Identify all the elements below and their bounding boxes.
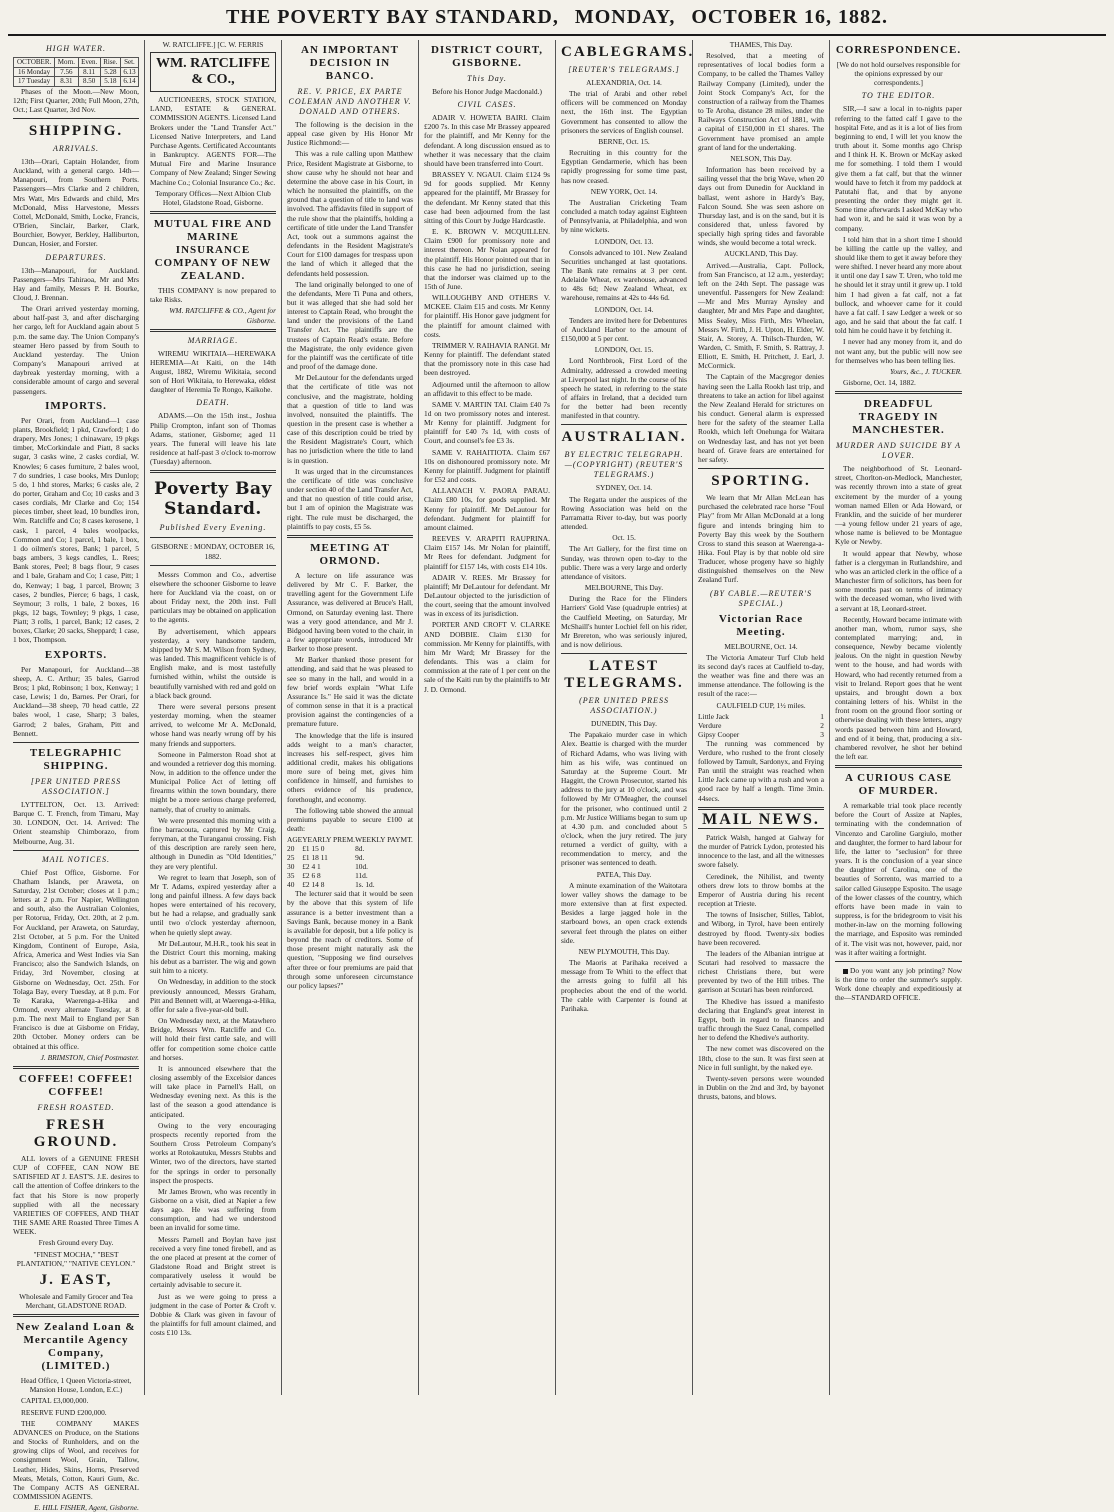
- court-case: Adjourned until the afternoon to allow an affidavit to this effect to be made.: [424, 379, 550, 398]
- ratcliffe-name: WM. RATCLIFFE & CO.,: [155, 56, 271, 88]
- cable-place: LONDON, Oct. 15.: [594, 345, 654, 355]
- coffee-trade: Wholesale and Family Grocer and Tea Merchant, GLADSTONE ROAD.: [19, 1291, 133, 1310]
- latest-place: PATEA, This Day.: [596, 869, 652, 879]
- cable-place: ALEXANDRIA, Oct. 14.: [586, 78, 662, 87]
- district-before: Before his Honor Judge Macdonald.): [432, 87, 542, 96]
- aus-place: SYDNEY, Oct. 14.: [595, 483, 653, 493]
- mutual-title: MUTUAL FIRE AND MARINE INSURANCE COMPANY OF NEW ZEALAND.: [153, 218, 273, 283]
- tides-header-row: [14, 58, 139, 68]
- cablegrams-heading: CABLEGRAMS.: [561, 44, 695, 60]
- tides-col: OCTOBER.: [14, 58, 55, 68]
- cable-place: LONDON, Oct. 14.: [594, 304, 654, 314]
- banco-para: The land originally belonged to one of the defendants, Mere Ti Puna and others, but it was alleged that she had sold her interest to Captain Read, who brought the land under the provisions of the Land Transfer Act. The plaintiffs are the trustees of Captain Read's estate. Before the Magistrate, the only evidence given for the plaintiff was the certificate of title and proof of the damage done.: [287, 279, 413, 372]
- tides-col: Rise.: [100, 58, 120, 68]
- premium-head-cell: AGE: [287, 835, 303, 845]
- letter-para: I never had any money from it, and do not want any, but the public will now see for themselves who has been telling lies.: [835, 337, 962, 365]
- mailnews-para: Patrick Walsh, hanged at Galway for the murder of Patrick Lydon, protested his innocence to the last, and all the witnesses swore falsely.: [698, 832, 824, 870]
- editorial-para: There were several persons present yesterday morning, when the steamer arrived, to welcome Mr A. McDonald, whose hand was nearly wrung off by his many friends and supporters.: [150, 701, 276, 748]
- coffee-ground: FRESH GROUND.: [33, 1116, 119, 1150]
- editorial-para: We were presented this morning with a fine barracouta, captured by Mr Craig, ferryman, at the Turanganui crossing. Fish of this description are rarely seen here, although in Dunedin as "Old Identities," they are very plentiful.: [150, 815, 276, 871]
- printing-note: [835, 966, 962, 1003]
- premium-head: [287, 835, 413, 844]
- auckland-text: Arrived.—Australia, Capt. Pollock, from San Francisco, at 12 a.m., yesterday; left on the 24th Sept. The passage was uneventful. Passengers for New Zealand:—Mr and Mrs Murray Aynsley and daughter, Mr and Mrs Pape and daughter, Miss Sealey, Miss Firth, Mrs Wheelan, Messrs W. Firth, J. H. Upton, H. Elder, W. Stair, A. Storey, A. Thilsch-Thurden, W. Warden, C. Smith, F. Smith, S. Rattray, J. Elliott, E. Smith, H. Pritchett, J. Earl, J. McCormick.: [698, 260, 824, 371]
- premium-row: [287, 844, 413, 853]
- coffee-blends: "FINEST MOCHA," "BEST PLANTATION," "NATIVE CEYLON.": [16, 1249, 136, 1268]
- tragedy-para: The neighborhood of St. Leonard-street, Chorlton-on-Medlock, Manchester, was recently thrown into a state of great excitement by the murder of a young woman named Ellen or Ada Howard, or Franklin, and the suicide of her murderer—a young fellow under 21 years of age, whose name is believed to be Montague Kyle or Newby.: [835, 464, 962, 547]
- telegraphic-sub: [PER UNITED PRESS ASSOCIATION.]: [30, 776, 122, 796]
- premium-cell: £2 14 8: [302, 880, 325, 890]
- latest-text: A minute examination of the Waitotara lower valley shows the damage to be more extensive than at first expected. Besides a large jagged hole in the starboard bows, an open crack extends several feet through the plates on either side.: [561, 880, 687, 945]
- ormond-heading: MEETING AT ORMOND.: [310, 541, 390, 567]
- moon-phases: Phases of the Moon.—New Moon, 12th; First Quarter, 20th; Full Moon, 27th, Oct.; Last Quarter, 3rd Nov.: [13, 86, 139, 114]
- tides-cell: 6.14: [120, 77, 138, 87]
- arrivals-text: 13th—Orari, Captain Holander, from Auckland, with a general cargo. 14th—Manapouri, from Southern Ports. Passengers—Mrs Clarke and 2 children, Mrs Watt, Mrs Edwards and child, Mrs McDonald, Miss Harvestone, Messrs Cottel, McDonald, Smith, Locke, Francis, O'Brien, Sinclair, Barker, Clark, Bourchier, Bowyer, Berkley, Halliburton, Duncan, Hosier, and Forster.: [13, 156, 139, 249]
- mailnews-para: The leaders of the Albanian intrigue at Scutari had resolved to massacre the richest Christians there, but were prevented by two of the Hill tribes. The garrison at Scutari has been reinforced.: [698, 948, 824, 995]
- race-row: [698, 730, 824, 739]
- shipping-notes: The Orari arrived yesterday morning, about half-past 3, and after discharging her cargo, left for Auckland again about 5 p.m. the same day. The Union Company's steamer Hero passed by from South to Auckland yesterday. The Union Company's Manapouri arrived at daybreak yesterday morning, with a considerable amount of cargo and several passengers.: [13, 304, 139, 396]
- exports-text: Per Manapouri, for Auckland—38 sheep, A. C. Arthur; 35 bales, Garrod Bros; 1 pkd, Robinson; 1 box, Kenway; 1 case, Lewis; 1 do, Barnes. Per Orari, for Auckland—38 sheep, 70 head cattle, 22 bales wool, 1 case, Sharp; 3 bales, Garrod; 2 bales, Graham, Pitt and Bennett.: [13, 664, 139, 738]
- death-text: ADAMS.—On the 15th inst., Joshua Philip Crompton, infant son of Thomas Adams, stationer, Gisborne; aged 11 years. The funeral will leave his late residence at half-past 3 o'clock to-morrow (Tuesday) afternoon.: [150, 411, 276, 467]
- race-place-num: 3: [820, 729, 824, 739]
- editorial-para: Someone in Palmerston Road shot at and wounded a retriever dog this morning. Now, in addition to the offence under the Municipal Police Act of letting off firearms within the town boundary, there might be a more serious charge preferred, namely, that of cruelty to animals.: [150, 749, 276, 814]
- coffee-text: ALL lovers of a GENUINE FRESH CUP of COFFEE, CAN NOW BE SATISFIED AT J. EAST'S. J.E. desires to call the attention of Coffee drinkers to the fact that his Store is now properly supplied with all the necessary VARIETIES OF COFFEES, AND THAT THE SAME ARE Roasted Three Times A WEEK.: [13, 1153, 139, 1237]
- editorial-para: Just as we were going to press a judgment in the case of Porter & Croft v. Dobbie & Clark was given in favour of the plaintiffs for full amount claimed, and costs £10 13s.: [150, 1291, 276, 1338]
- australian-heading: AUSTRALIAN.: [561, 429, 687, 446]
- tides-cell: 16 Monday: [14, 67, 55, 77]
- aus-place: MELBOURNE, This Day.: [584, 583, 664, 593]
- banco-para: Mr DeLautour for the defendants urged that the certificate of title was not conclusive, and the magistrate, holding that a question of title to land was involved, nonsuited the plaintiffs. The question in the present case is whether a case of this description could be tried by the Resident Magistrate's Court, which has no jurisdiction where the title to land is in question.: [287, 373, 413, 465]
- correspondence-note: [We do not hold ourselves responsible for the opinions expressed by our correspondents.]: [836, 60, 961, 88]
- sporting-text: We learn that Mr Allan McLean has purchased the celebrated race horse "Foul Play" from Mr Allan McDonald at a long figure and intends bringing him to Poverty Bay this week by the Southern Cross to stand this season at Waerenga-a-Hika. Foul Play is by that noble old sire Traducer, whose progeny have so highly distinguished themselves on the New Zealand Turf.: [698, 493, 824, 585]
- cablegrams-sub: [REUTER'S TELEGRAMS.]: [568, 65, 680, 74]
- nzloan-title: New Zealand Loan & Mercantile Agency Company, (LIMITED.): [16, 1321, 136, 1373]
- column-7: [830, 40, 967, 1395]
- mailnews-para: The Khedive has issued a manifesto declaring that England's great interest in Egypt, both in regard to finances and traffic through the Suez Canal, compelled her to defend the Khedive's authority.: [698, 996, 824, 1043]
- editorial-para: By advertisement, which appears yesterday, a very handsome tandem, shipped by Mr S. M. Wilson from Sydney, was landed. This magnificent vehicle is of English make, and is most tastefully furnished within, whilst the outside is beautifully varnished with red and gold on a black back ground.: [150, 626, 276, 700]
- sporting-cable: (BY CABLE.—REUTER'S SPECIAL.): [709, 588, 813, 608]
- race-horse: Gipsy Cooper: [698, 729, 740, 739]
- nelson-place: NELSON, This Day.: [730, 153, 792, 163]
- masthead-date: OCTOBER 16, 1882.: [691, 6, 889, 28]
- race-horse: Little Jack: [698, 711, 729, 721]
- race-results: [698, 712, 824, 739]
- exports-heading: EXPORTS.: [44, 648, 108, 661]
- telegraphic-text: LYTTELTON, Oct. 13. Arrived: Barque C. T. French, from Timaru, May 30. LONDON, Oct. 14. Arrived: The Orient steamship Chimborazo, from Melbourne, Aug. 31.: [13, 799, 139, 846]
- ratcliffe-ad: [150, 52, 276, 92]
- editorial-para: On Wednesday next, at the Matawhero Bridge, Messrs Wm. Ratcliffe and Co. will hold their first cattle sale, and will offer for competition some choice cattle and horses.: [150, 1016, 276, 1062]
- race-text: The Victoria Amateur Turf Club held its second day's races at Caulfield to-day, the weather was fine and there was an immense attendance. The following is the result of the race:—: [698, 652, 824, 699]
- tides-row: [14, 77, 139, 87]
- premium-cell: 1s. 1d.: [355, 880, 375, 890]
- banco-heading: AN IMPORTANT DECISION IN BANCO.: [301, 44, 399, 82]
- editorial-para: Owing to the very encouraging prospects recently reported from the Southern Cross Petroleum Company's works at Rotokautuku, Messrs Stubbs and Winter, two of the directors, have started for the springs in order to personally inspect the prospects.: [150, 1120, 276, 1185]
- reserve-value: £200,000.: [77, 1407, 107, 1417]
- ormond-para: Mr Barker thanked those present for attending, and said that he was pleased to see so many in the hall, and would in a few brief words explain "What Life Assurance Is." He said it was the dictate of common sense in that it is a practical provision against the contingencies of a premature future.: [287, 655, 413, 729]
- tides-row: [14, 67, 139, 77]
- mailnews-para: The towns of Insischer, Stilles, Tablot, and Wiborg, in Tyrol, have been entirely destroyed by flood. Twenty-six bodies have been recovered.: [698, 910, 824, 947]
- death-heading: DEATH.: [196, 398, 230, 408]
- court-case: ALLANACH V. PAORA PARAU. Claim £80 10s, for goods supplied. Mr Kenny for plaintiff. Mr DeLautour for defendant. Judgment for plaintiff for amount claimed.: [424, 486, 550, 532]
- ormond-para: The following table showed the annual premiums payable to secure £100 at death:: [287, 805, 413, 834]
- editorial-para: Messrs Common and Co., advertise elsewhere the schooner Gisborne to leave here for Auckland via the coast, on or about Friday next, the 20th inst. Full particulars may be obtained on application to the agents.: [150, 569, 276, 625]
- tides-cell: 17 Tuesday: [14, 77, 55, 87]
- nzloan-capital: [13, 1396, 139, 1405]
- mailnews-para: The new comet was discovered on the 18th, close to the sun. It was first seen at Nice in full sunlight, by the naked eye.: [698, 1044, 824, 1072]
- ormond-para: The knowledge that the life is insured adds weight to a man's character, increases his self-respect, gives him additional credit, makes his obligations more sure of being met, gives him confidence in himself, and furnishes to others evidence of his prudence, forethought, and economy.: [287, 730, 413, 804]
- aus-text: The Art Gallery, for the first time on Sunday, was thrown open to-day to the public. There was a very large and orderly attendance of visitors.: [561, 544, 687, 581]
- tides-col: Morn.: [55, 58, 78, 68]
- district-day: This Day.: [467, 74, 507, 83]
- capital-value: £3,000,000.: [53, 1396, 89, 1406]
- nzloan-office: Head Office, 1 Queen Victoria-street, Mansion House, London, E.C.): [20, 1376, 132, 1395]
- latest-sub: (PER UNITED PRESS ASSOCIATION.): [579, 696, 669, 716]
- premium-row: [287, 880, 413, 889]
- coffee-banner: COFFEE! COFFEE! COFFEE!: [18, 1072, 134, 1098]
- tides-cell: 6.13: [120, 67, 138, 77]
- premium-row: [287, 853, 413, 862]
- tragedy-sub: MURDER AND SUICIDE BY A LOVER.: [836, 441, 961, 461]
- reserve-label: RESERVE FUND: [21, 1407, 76, 1417]
- premium-cell: 35: [287, 871, 295, 881]
- thames-text: Resolved, that a meeting of representatives of local bodies form a Company, to be called the Thames Valley Railway Company (Limited), under the Joint Stock Company's Act, for the construction of a railway from the Thames to Te Aroha, distance 28 miles, under the Railways Construction Act of 1881, with a capital of £150,000 in £1 shares. The Government have promised an ample grant of land for the undertaking.: [698, 51, 824, 152]
- tides-col: Even.: [78, 58, 100, 68]
- nzloan-reserve: [13, 1408, 139, 1417]
- shipping-heading: SHIPPING.: [28, 122, 124, 139]
- auckland-place: AUCKLAND, This Day.: [724, 249, 798, 259]
- tides-cell: 8.31: [55, 77, 78, 87]
- cable-place: BERNE, Oct. 15.: [598, 136, 650, 146]
- latest-text: The Papakaio murder case in which Alex. Beattie is charged with the murder of Richard Adams, who was living with him as his wife, was continued on Saturday at the Supreme Court. Mr Haggitt, the Crown Prosecutor, started his address to the jury at 10 o'clock, and was followed by Mr O'Meagher, the counsel for the prisoner, who continued until 2 p.m. Mr Justice Williams began to sum up at 4.30 p.m. and concluded about 5 o'clock, when the jury retired. The jury returned a verdict of guilty, with a recommendation to mercy, and the prisoner was sentenced to death.: [561, 730, 687, 868]
- tides-heading: HIGH WATER.: [46, 44, 106, 53]
- tides-cell: 5.18: [100, 77, 120, 87]
- mailnews-para: Twenty-seven persons were wounded in Dublin on the 2nd and 3rd, by bayonet thrusts, batons, and blows.: [698, 1073, 824, 1102]
- banco-para: It was urged that in the circumstances the certificate of title was conclusive under section 40 of the Land Transfer Act, and that no question of title could arise, but I am of opinion the Magistrate was right. The rule must be discharged, the plaintiffs to pay costs, £5 5s.: [287, 466, 413, 531]
- ratcliffe-office: Temporary Offices—Next Albion Club Hotel, Gladstone Road, Gisborne.: [155, 188, 271, 207]
- premium-cell: 20: [287, 844, 295, 854]
- columns: [8, 40, 1106, 1512]
- letter-para: SIR,—I saw a local in to-nights paper referring to the fatted calf I gave to the hospital Fete, and as it is a lot of lies from beginning to end, I will let you know the truth about it. Some months ago Chrisp and I think H. K. Brown or McKay asked me for something. I told them I would give them a fat calf, but that the winner would have to fetch it from my paddock at Patutahi flat, and that by anyone presenting the order they might get it. Some time afterwards I asked McKay who had won it, and he said it was won by a company.: [835, 104, 962, 233]
- court-case: TRIMMER V. RAIHAVIA RANGI. Mr Kenny for plaintiff. The defendant stated that the promissory note in this case had been destroyed.: [424, 340, 550, 378]
- coffee-roasted: FRESH ROASTED.: [37, 1102, 115, 1112]
- editorial-para: On Wednesday, in addition to the stock previously announced, Messrs Graham, Pitt and Bennett will, at Waerenga-a-Hika, offer for sale a five-year-old bull.: [150, 977, 276, 1014]
- mail-signature: J. BRIMSTON, Chief Postmaster.: [40, 1052, 139, 1062]
- tides-cell: 8.50: [78, 77, 100, 87]
- cable-text: Recruiting in this country for the Egyptian Gendarmerie, which has been rapidly progressing for some time past, has now ceased.: [561, 148, 687, 185]
- departures-text: 13th—Manapouri, for Auckland. Passengers—Mrs Tahiraoa, Mr and Mrs Hay and family, Messrs P. H. Bourke, Cloud, J. Brennan.: [13, 265, 139, 302]
- court-case: ADAIR V. REES. Mr Brassey for plaintiff; Mr DeLautour for defendant. Mr DeLautour objected to the jurisdiction of the court, seeing that the amount involved was in excess of its jurisdiction.: [424, 572, 550, 619]
- departures-heading: DEPARTURES.: [45, 252, 107, 262]
- court-case: ADAIR V. HOWETA BAIRI. Claim £200 7s. In this case Mr Brassey appeared for the plaintiff, and Mr Kenny for the defendant. A long discussion ensued as to whether it was necessary that the claim should have been transferred into Court.: [424, 113, 550, 168]
- nelson-text: Information has been received by a sailing vessel that the brig Wave, when 20 days out from Dunedin for Auckland in ballast, went ashore in Hardy's Bay, Falcon Sound. She was seen ashore on Thursday last, and is on the sand, but it is considered that, unless favored by specially high spring tides and favorable winds, she would become a total wreck.: [698, 165, 824, 248]
- race-horse: Verdure: [698, 720, 722, 730]
- ratcliffe-text: AUCTIONEERS, STOCK STATION, LAND, ESTATE & GENERAL COMMISSION AGENTS. Licensed Land Brokers under the "Land Transfer Act." Licensed Native Interpreters, and Land Purchase Agents. Certificated Accountants in Bankruptcy. AGENTS FOR—The Mutual Fire and Marine Insurance Company of New Zealand; Singer Sewing Machine Co.; Colonial Insurance Co.; &c.: [150, 95, 277, 187]
- court-case: WILLOUGHBY AND OTHERS V. MCKEE. Claim £15 and costs. Mr Kenny for plaintiff. His Honor gave judgment for the plaintiff for amount claimed with costs.: [424, 293, 550, 339]
- cable-place: NEW YORK, Oct. 14.: [590, 186, 658, 196]
- premium-row: [287, 871, 413, 880]
- column-1: [8, 40, 145, 1512]
- premium-row: [287, 862, 413, 871]
- correspondence-to: TO THE EDITOR.: [861, 91, 936, 101]
- standard-dateline: GISBORNE : MONDAY, OCTOBER 16, 1882.: [151, 542, 275, 561]
- race-row: [698, 721, 824, 730]
- coffee-name: J. EAST,: [39, 1271, 113, 1288]
- cable-text: Lord Northbrook, First Lord of the Admiralty, addressed a crowded meeting at Liverpool last night. In the course of his speech he stated, in referring to the state of affairs in Ireland, that a decided turn for the better had been recently manifested in that country.: [561, 356, 687, 421]
- premium-head-cell: YEARLY PREM.: [302, 835, 355, 845]
- mail-text: Chief Post Office, Gisborne. For Chatham Islands, per Araweta, on Saturday, 21st October; closes at 1 p.m.; letters at 2 p.m. For Napier, Wellington and south, also the Australian Colonies, per Rotorua, Friday, Oct. 20th, at 2 p.m. For Auckland, per Araweta, on Saturday, 21st October, at 5 p.m. For the United Kingdom, Continent of Europe, Asia, Africa, America and West Indies via San Francisco; also the Sandwich Islands, on Friday, 3rd November, closing at Gisborne on Wednesday, Oct. 25th. For Tolaga Bay, every Tuesday, at 8 p.m. For Te Karaka, Waerenga-a-Hika and Ormond, every alternate Tuesday, at 8 p.m. The next Mail to England per San Francisco is due at Gisborne on Friday, 20th October. Money orders can be obtained at this office.: [13, 867, 139, 1051]
- tides-table: [13, 57, 139, 87]
- auckland-text: The Captain of the Macgregor denies having seen the Lalla Rookh last trip, and threatens to take an action for libel against the New Zealand Herald for strictures on his conduct. General alarm is expressed here for the safety of the steamer Lalla Rookh, which left Onehunga for Waitara on Wednesday last, and has not yet been heard of. Grave fears are entertained for her safety.: [698, 372, 824, 464]
- mutual-text: THIS COMPANY is now prepared to take Risks.: [150, 286, 276, 305]
- banco-para: The following is the decision in the appeal case given by His Honor Mr Justice Richmond:—: [287, 120, 413, 148]
- district-civil: CIVIL CASES.: [457, 100, 517, 110]
- tragedy-para: Recently, Howard became intimate with another man, whom, rumor says, she contemplated marrying; and, in consequence, Newby became violently jealous. On the night in question Newby went to the house, and had words with Howard, who had recently returned from a visit to Ireland. Report goes that he went upstairs, and brought down a box containing letters of his. Whilst in the front room on the ground floor sorting or otherwise dealing with these letters, angry words passed between him and Howard, and end of it being, that, producing a six-chambered revolver, he shot her behind the left ear.: [835, 614, 962, 761]
- tides-col: Set.: [120, 58, 138, 68]
- premium-cell: 10d.: [355, 862, 368, 872]
- court-case: BRASSEY V. NGAUI. Claim £124 9s 9d for goods supplied. Mr Kenny appeared for the plaintiff, Mr Brassey for the defendant. Mr Kenny stated that this case had been adjourned from the last sitting of this Court by Judge Hardcastle.: [424, 170, 550, 225]
- masthead-day: MONDAY,: [574, 6, 676, 28]
- court-case: PORTER AND CROFT V. CLARKE AND DOBBIE. Claim £130 for commission. Mr Kenny for plaintiffs, with him Mr Ward; Mr Brassey for the defendants. This was a claim for commission at the rate of 1 per cent on the sale of the Kaiti run by the plaintiffs to Mr J. D. Ormond.: [424, 620, 550, 694]
- imports-heading: IMPORTS.: [45, 399, 107, 412]
- court-case: SAME V. RAHAITIOTA. Claim £67 10s on dishonoured promissory note. Mr Kenny for plaintiff. Judgment for plaintiff for £52 and costs.: [424, 447, 550, 485]
- imports-text: Per Orari, from Auckland—1 case plants, Brookfield; 1 pkd, Crawford; 1 do drapery, Mrs Jones; 1 chinaware, 19 pkgs timber, McCorkindale and Piatt, 8 sacks sugar, 3 casks wine, 2 casks cordial, W. Knowles; 6 cases furniture, 2 bales wool, 7 do sundries, 1 case books, Mrs Dunlop; 5 do, 1 hhd stores, Marks; 6 casks ale, 2 do porter, Graham and Co; 10 casks and 3 cases cordials, Mr Clarke and Co; 154 pieces timber, sheet lead, 10 bundles iron, Wm. Ratcliffe and Co; 8 cases kerosene, 1 cask, 1 parcel, 4 bales woolpacks, Common and Co; 1 parcel, 1 bale, 1 box, 1 do oilmen's stores, Bank; 1 parcel, 5 bags ambers, 3 kegs candles, L. Rees; Bank stores, Peel; 8 bags flour, 9 cases and 1 bale, Graham and Co; 1 case, Pitt; 1 do, Kenway; 1 bag, 1 parcel, Brown; 3 cases, 2 bundles, Pierce; 6 bags, 1 cask, Seymour; 3 rolls, 1 bale, 2 boxes, 16 pkgs, 12 bags, Townley; 9 pkgs, 1 case, Piatt; 3 rolls, 1 parcel, Bank; 12 cases, 2 boxes, Clarke; 20 sacks, Sheppard; 1 case, 1 box, Thompson.: [13, 415, 139, 645]
- thames-place: THAMES, This Day.: [729, 40, 793, 49]
- curious-text: A remarkable trial took place recently before the Court of Assize at Naples, terminating with the condemnation of Vincenzo and Caroline Gargiulo, mother and daughter, the former to hard labour for life, the latter to "seclusion" for three years. It is the conclusion of a year since the daughter of Carolina, one of the beauties of Sorrento, was married to a sailor called Giuseppe Esposito. The usage of the lower classes of the country, which efforts have been made in vain to suppress, is for the bridegroom to visit his mother-in-law on the morning following the marriage, and Esposito was reminded of it. The visit was not, however, paid, nor was it after waiting a fortnight.: [835, 801, 962, 957]
- race-heading: Victorian Race Meeting.: [718, 612, 804, 638]
- race-place-num: 1: [820, 711, 824, 721]
- column-4: [419, 40, 556, 1395]
- ormond-para: The lecturer said that it would be seen by the above that this system of life assurance is a better investment than a Savings Bank, because money in a Bank is available for deposit, but a life policy is beyond the reach of creditors. Some of those present might naturally ask the question, "Supposing we find ourselves after three or four premiums are paid that through some unforeseen circumstance our policy lapses?": [287, 889, 413, 990]
- aus-text: During the Race for the Flinders Harriers' Gold Vase (quadruple entries) at the Caulfield Meeting, on Saturday, Mr McShaill's hunter Lochiel fell on his rider, Mr Brereton, who was seriously injured, and is now delirious.: [561, 594, 687, 649]
- premium-head-cell: WEEKLY PAYMT.: [355, 835, 413, 845]
- premium-cell: 9d.: [355, 853, 365, 863]
- marriage-heading: MARRIAGE.: [187, 335, 239, 345]
- race-place-num: 2: [820, 720, 824, 730]
- tides-cell: 7.56: [55, 67, 78, 77]
- court-case: REEVES V. ARAPITI RAUPRINA. Claim £157 14s. Mr Nolan for plaintiff, Mr Rees for defendant. Judgment for plaintiff for £157 14s, with costs £14 10s.: [424, 534, 550, 571]
- masthead: [8, 6, 1106, 36]
- editorial-para: Mr DeLautour, M.H.R., took his seat in the District Court this morning, making his debut as a barrister. The wig and gown suit him to a nicety.: [150, 938, 276, 976]
- aus-place: Oct. 15.: [612, 533, 636, 543]
- editorial-para: Mr James Brown, who was recently in Gisborne on a visit, died at Napier a few days ago. He was suffering from consumption, and had we understood been an invalid for some time.: [150, 1186, 276, 1233]
- nzloan-agent: E. HILL FISHER, Agent, Gisborne.: [34, 1503, 139, 1512]
- cable-place: LONDON, Oct. 13.: [594, 236, 654, 246]
- telegraphic-heading: TELEGRAPHIC SHIPPING.: [29, 746, 123, 772]
- capital-label: CAPITAL: [21, 1396, 52, 1406]
- latest-text: The Maoris at Parihaka received a message from Te Whiti to the effect that the arrests going to fulfil all his prophecies about the end of the world. The cable with Carpenter is found at Parihaka.: [561, 958, 687, 1013]
- cable-text: The Australian Cricketing Team concluded a match today against Eighteen of Pennsylvania, at Philadelphia, and won by nine wickets.: [561, 197, 687, 235]
- premium-cell: £2 4 1: [302, 862, 321, 872]
- arrivals-heading: ARRIVALS.: [53, 143, 99, 153]
- letter-para: I told him that in a short time I should be killing the cattle up the valley, and should like them to get it away before they were shifted. I never heard any more about it until one day I saw T. Uren, who told me he should let it stray until it grew up. I told him I had given a fat calf, not a fat bullock, and whoever came for it could have a fat calf. I saw Ledger a week or so ago, and he said that about the fat calf. I told him he could have it by fetching it.: [835, 234, 962, 336]
- tides-cell: 5.28: [100, 67, 120, 77]
- race-row: [698, 712, 824, 721]
- mailnews-para: Ceredinek, the Nihilist, and twenty others drew lots to throw bombs at the Emperor of Austria during his recent reception at Trieste.: [698, 871, 824, 909]
- banco-case: RE. V. PRICE, EX PARTE COLEMAN AND ANOTHER V. DONALD AND OTHERS.: [288, 87, 412, 116]
- printing-note-text: Do you want any job printing? Now is the time to order the summer's supply. Work done cheaply and expeditiously at the—STANDARD OFFICE.: [835, 965, 962, 1003]
- premium-cell: £2 6 8: [302, 871, 321, 881]
- standard-sub: Published Every Evening.: [159, 523, 267, 533]
- ratcliffe-top: W. RATCLIFFE.] [C. W. FERRIS: [162, 40, 264, 49]
- district-heading: DISTRICT COURT, GISBORNE.: [430, 44, 543, 69]
- cable-text: The trial of Arabi and other rebel officers will be commenced on Monday next, the 16th inst. The Egyptian Government has consented to allow the prisoners the services of English counsel.: [561, 89, 687, 135]
- premium-cell: 40: [287, 880, 295, 890]
- masthead-title: THE POVERTY BAY STANDARD,: [225, 6, 559, 28]
- pointing-hand-icon: [843, 969, 848, 974]
- mail-heading: MAIL NOTICES.: [42, 854, 110, 864]
- editorial-para: Messrs Parnell and Boylan have just received a very fine toned firebell, and as the one placed at present at the corner of Gladstone Road and Bright street is comparatively useless it would be certainly advisable to secure it.: [150, 1234, 276, 1290]
- premium-cell: £1 15 0: [302, 844, 325, 854]
- tragedy-heading: DREADFUL TRAGEDY IN MANCHESTER.: [852, 398, 945, 437]
- letter-date: Gisborne, Oct. 14, 1882.: [843, 378, 916, 387]
- premium-cell: 8d.: [355, 844, 365, 854]
- column-2: [145, 40, 282, 1395]
- ormond-para: A lecture on life assurance was delivered by Mr C. F. Barker, the travelling agent for the Government Life Assurance, was delivered at Bruce's Hall, Ormond, on Saturday evening last. There was a very good attendance, and Mr J. Bidgood having been voted to the chair, in a few appropriate words, introduced Mr Barker to those present.: [287, 570, 413, 654]
- latest-place: NEW PLYMOUTH, This Day.: [578, 946, 670, 956]
- race-name: CAULFIELD CUP, 1½ miles.: [716, 700, 806, 710]
- mailnews-heading: MAIL NEWS.: [702, 810, 820, 828]
- column-5: [556, 40, 693, 1395]
- court-case: E. K. BROWN V. MCQUILLEN. Claim £900 for promissory note and interest thereon. Mr Nolan appeared for the plaintiff. His Honor pointed out that in this case he had no jurisdiction, seeing that the indorser was claimed up to the 15th of June.: [424, 227, 550, 291]
- correspondence-heading: CORRESPONDENCE.: [835, 44, 962, 56]
- standard-nameplate: Poverty Bay Standard.: [154, 479, 272, 520]
- aus-text: The Regatta under the auspices of the Rowing Association was held on the Parramatta River to-day, but was poorly attended.: [561, 494, 687, 532]
- letter-signature: Yours, &c., J. TUCKER.: [889, 366, 962, 376]
- premium-cell: 11d.: [355, 871, 368, 881]
- premium-table: [287, 835, 413, 889]
- premium-cell: £1 18 11: [302, 853, 328, 863]
- tides-cell: 8.11: [78, 67, 100, 77]
- race-place: MELBOURNE, Oct. 14.: [724, 641, 798, 651]
- banco-para: This was a rule calling upon Matthew Price, Resident Magistrate at Gisborne, to show cause why he should not hear and determine the above case in his Court, in which he nonsuited the plaintiffs, on the ground that a question of title to land was involved. The affidavits filed in support of the rule show that the plaintiffs, holding a certificate of title under the Land Transfer Act, took out a summons against the defendants in the Resident Magistrate's Court for £100 damages for trespass upon the land of which it alleged that the defendants held possession.: [287, 149, 413, 278]
- nzloan-text: THE COMPANY MAKES ADVANCES on Produce, on the Stations and Stocks of Runholders, and on the growing clips of Wool, and receives for consignment Wool, Grain, Tallow, Leather, Hides, Skins, Horns, Preserved Meats, Metals, Cotton, Kauri Gum, &c. The Company ACTS AS GENERAL COMMISSION AGENTS.: [13, 1418, 139, 1501]
- mutual-signature: WM. RATCLIFFE & CO., Agent for Gisborne.: [169, 306, 276, 325]
- editorial-para: We regret to learn that Joseph, son of Mr T. Adams, expired yesterday after a long and painful illness. A few days back hopes were entertained of his recovery, but he had a relapse, and gradually sank until two o'clock yesterday afternoon, when he quietly slept away.: [150, 872, 276, 937]
- column-6: [693, 40, 830, 1395]
- coffee-fresh: Fresh Ground every Day.: [38, 1238, 114, 1248]
- cable-text: Tenders are invited here for Debentures of Auckland Harbor to the amount of £150,000 at 5 per cent.: [561, 315, 687, 344]
- cable-text: Consols advanced to 101. New Zealand Securities unchanged at last quotations. The Bank rate remains at 3 per cent. Adelaide Wheat, ex warehouse, advanced to 48s 6d; New Zealand Wheat, ex warehouse, remains at 42s to 44s 6d.: [561, 247, 687, 303]
- latest-heading: LATEST TELEGRAMS.: [564, 658, 684, 692]
- tragedy-para: It would appear that Newby, whose father is a clergyman in Rutlandshire, and who was an articled clerk in the office of a Manchester firm of solicitors, has been for some months past on terms of intimacy with the deceased woman, who lived with a servant at 18, Leonard-street.: [835, 548, 962, 613]
- premium-cell: 30: [287, 862, 295, 872]
- premium-cell: 25: [287, 853, 295, 863]
- race-after: The running was commenced by Verdure, who rushed to the front closely followed by Tamult, Sardonyx, and Frying Pan until the straight was reached when Little Jack came up with a rush and won a good race by half a length. Time 3min. 44secs.: [698, 738, 825, 803]
- column-3: [282, 40, 419, 1395]
- marriage-text: WIREMU WIKITAIA—HEREWAKA HEREMIA—At Kaiti, on the 14th August, 1882, Wiremu Wikitaia, second son of Hori Wikitaia, to Herewaka, eldest daughter of Heremia Te Rongo, Kaikohe.: [150, 348, 276, 395]
- sporting-heading: SPORTING.: [711, 473, 811, 490]
- australian-sub: BY ELECTRIC TELEGRAPH.—(COPYRIGHT) (REUTER'S TELEGRAMS.): [564, 450, 684, 480]
- editorial-para: It is announced elsewhere that the closing assembly of the Excelsior dances will take place in Parnell's Hall, on Wednesday evening next. As this is the last of the season a good attendance is anticipated.: [150, 1063, 276, 1119]
- court-case: SAME V. MARTIN TAI. Claim £40 7s 1d on two promissory notes and interest. Mr Kenny for plaintiff. Judgment for plaintiff for £40 7s 1d, with costs of Court, and counsel's fee £3 3s.: [424, 399, 550, 446]
- curious-heading: A CURIOUS CASE OF MURDER.: [845, 772, 952, 798]
- latest-place: DUNEDIN, This Day.: [591, 719, 657, 729]
